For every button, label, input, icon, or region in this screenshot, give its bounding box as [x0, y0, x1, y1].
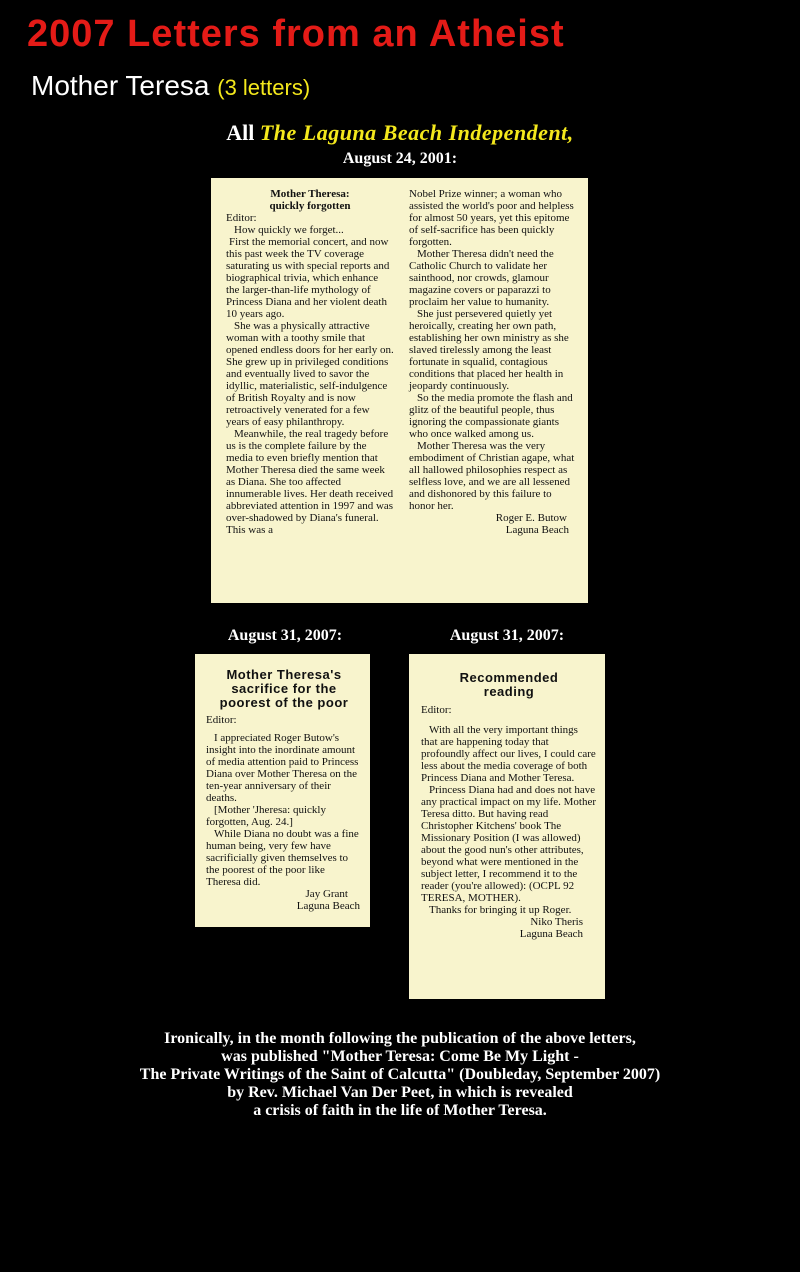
letter1-paragraph: She was a physically attractive woman with a toothy smile that opened endless doors for her early on. She grew up in privileged conditions and eventually lived to savor the idyllic, materialistic, self-indulgence of British Royalty and is now retroactively venerated for a few years of easy philanthropy. [226, 320, 394, 428]
footer-note [0, 1030, 800, 1120]
letter1-column-left [226, 188, 394, 536]
letter3-headline-line: Recommended [459, 670, 559, 685]
subtitle-name: Mother Teresa [31, 70, 210, 101]
letter1-paragraph: How quickly we forget... [234, 224, 344, 236]
publication-prefix: All [226, 120, 255, 145]
letter3-location: Laguna Beach [519, 928, 583, 940]
letter1-paragraph: Mother Theresa didn't need the Catholic Church to validate her sainthood, nor crowds, glamour magazine covers or paparazzi to proclaim her value to humanity. [409, 248, 554, 308]
footer-line: a crisis of faith in the life of Mother Teresa. [253, 1102, 547, 1119]
footer-line: Ironically, in the month following the publication of the above letters, [164, 1030, 636, 1047]
publication-line [0, 118, 800, 148]
letter1-paragraph: Mother Theresa was the very embodiment of Christian agape, what all hallowed philosophies respect as selfless love, and we are all lessened and dishonored by this failure to honor her. [409, 440, 575, 512]
footer-line: was published "Mother Teresa: Come Be My Light - [221, 1048, 579, 1065]
letter2-clipping [195, 654, 370, 927]
letter3-paragraph: Princess Diana had and does not have any practical impact on my life. Mother Teresa ditto. But having read Christopher Kitchens' book The Missionary Position (I was allowed) about the good nun's other attributes, beyond what were mentioned in the subject letter, I recommend it to the reader (you're allowed): (OCPL 92 TERESA, MOTHER). [421, 784, 597, 904]
letter1-paragraph: Nobel Prize winner; a woman who assisted the world's poor and helpless for almost 50 years, yet this epitome of self-sacrifice has been quickly forgotten. [409, 188, 574, 248]
page-title: 2007 Letters from an Atheist [27, 13, 565, 55]
letter2-paragraph: [Mother 'Jheresa: quickly forgotten, Aug. 24.] [206, 804, 326, 828]
letter3-signature: Niko Theris [530, 916, 583, 928]
letter2-salutation: Editor: [206, 714, 237, 726]
letter2-headline-line: poorest of the poor [219, 695, 349, 710]
letter1-paragraph: So the media promote the flash and glitz of the beautiful people, thus ignoring the compassionate giants who once walked among us. [409, 392, 573, 440]
letter-count: (3 letters) [217, 75, 311, 100]
letter2-location: Laguna Beach [296, 900, 360, 912]
letter2-paragraph: While Diana no doubt was a fine human being, very few have sacrificially given themselves to the poorest of the poor like Theresa did. [206, 828, 359, 888]
letter1-headline-line: Mother Theresa: [270, 188, 350, 200]
letter1-location: Laguna Beach [505, 524, 569, 536]
letter3-headline-line: reading [483, 684, 535, 699]
footer-line: The Private Writings of the Saint of Calcutta" (Doubleday, September 2007) [139, 1066, 661, 1083]
letter1-date: August 24, 2001: [342, 150, 458, 167]
letter3-salutation: Editor: [421, 704, 452, 716]
letter3-paragraph: With all the very important things that are happening today that profoundly affect our lives, I could care less about the media coverage of both Princess Diana and Mother Teresa. [421, 724, 596, 784]
letter3-column [421, 671, 597, 940]
letter1-clipping [211, 178, 588, 603]
letter3-paragraph: Thanks for bringing it up Roger. [429, 904, 572, 916]
letter1-headline-line: quickly forgotten [269, 200, 351, 212]
letter1-column-right [409, 188, 577, 536]
letter2-paragraph: I appreciated Roger Butow's insight into the inordinate amount of media attention paid to Princess Diana over Mother Theresa on the ten-year anniversary of their deaths. [206, 732, 359, 804]
letter2-headline-line: sacrifice for the [231, 681, 337, 696]
publication-name: The Laguna Beach Independent, [259, 120, 574, 145]
letter1-paragraph: She just persevered quietly yet heroically, creating her own path, establishing her own ministry as she slaved tirelessly among the least fortunate in squalid, contagious conditions that placed her health in jeopardy continuously. [409, 308, 569, 392]
letter3-clipping [409, 654, 605, 999]
letter1-paragraph: Meanwhile, the real tragedy before us is the complete failure by the media to even briefly mention that Mother Theresa died the same week as Diana. She too affected innumerable lives. Her death received abbreviated attention in 1997 and was over-shadowed by Diana's funeral. This was a [226, 428, 394, 536]
letter3-date: August 31, 2007: [449, 627, 565, 644]
footer-line: by Rev. Michael Van Der Peet, in which is revealed [227, 1084, 573, 1101]
letter2-headline-line: Mother Theresa's [226, 667, 342, 682]
letter2-date: August 31, 2007: [227, 627, 343, 644]
letter2-column [206, 668, 362, 912]
letter1-signature: Roger E. Butow [495, 512, 567, 524]
letter1-salutation: Editor: [226, 212, 257, 224]
letter2-signature: Jay Grant [305, 888, 348, 900]
letter1-paragraph: First the memorial concert, and now this past week the TV coverage saturating us with special reports and biographical trivia, which enhance the larger-than-life mythology of Princess Diana and her violent death 10 years ago. [226, 236, 390, 320]
subtitle [31, 68, 310, 106]
